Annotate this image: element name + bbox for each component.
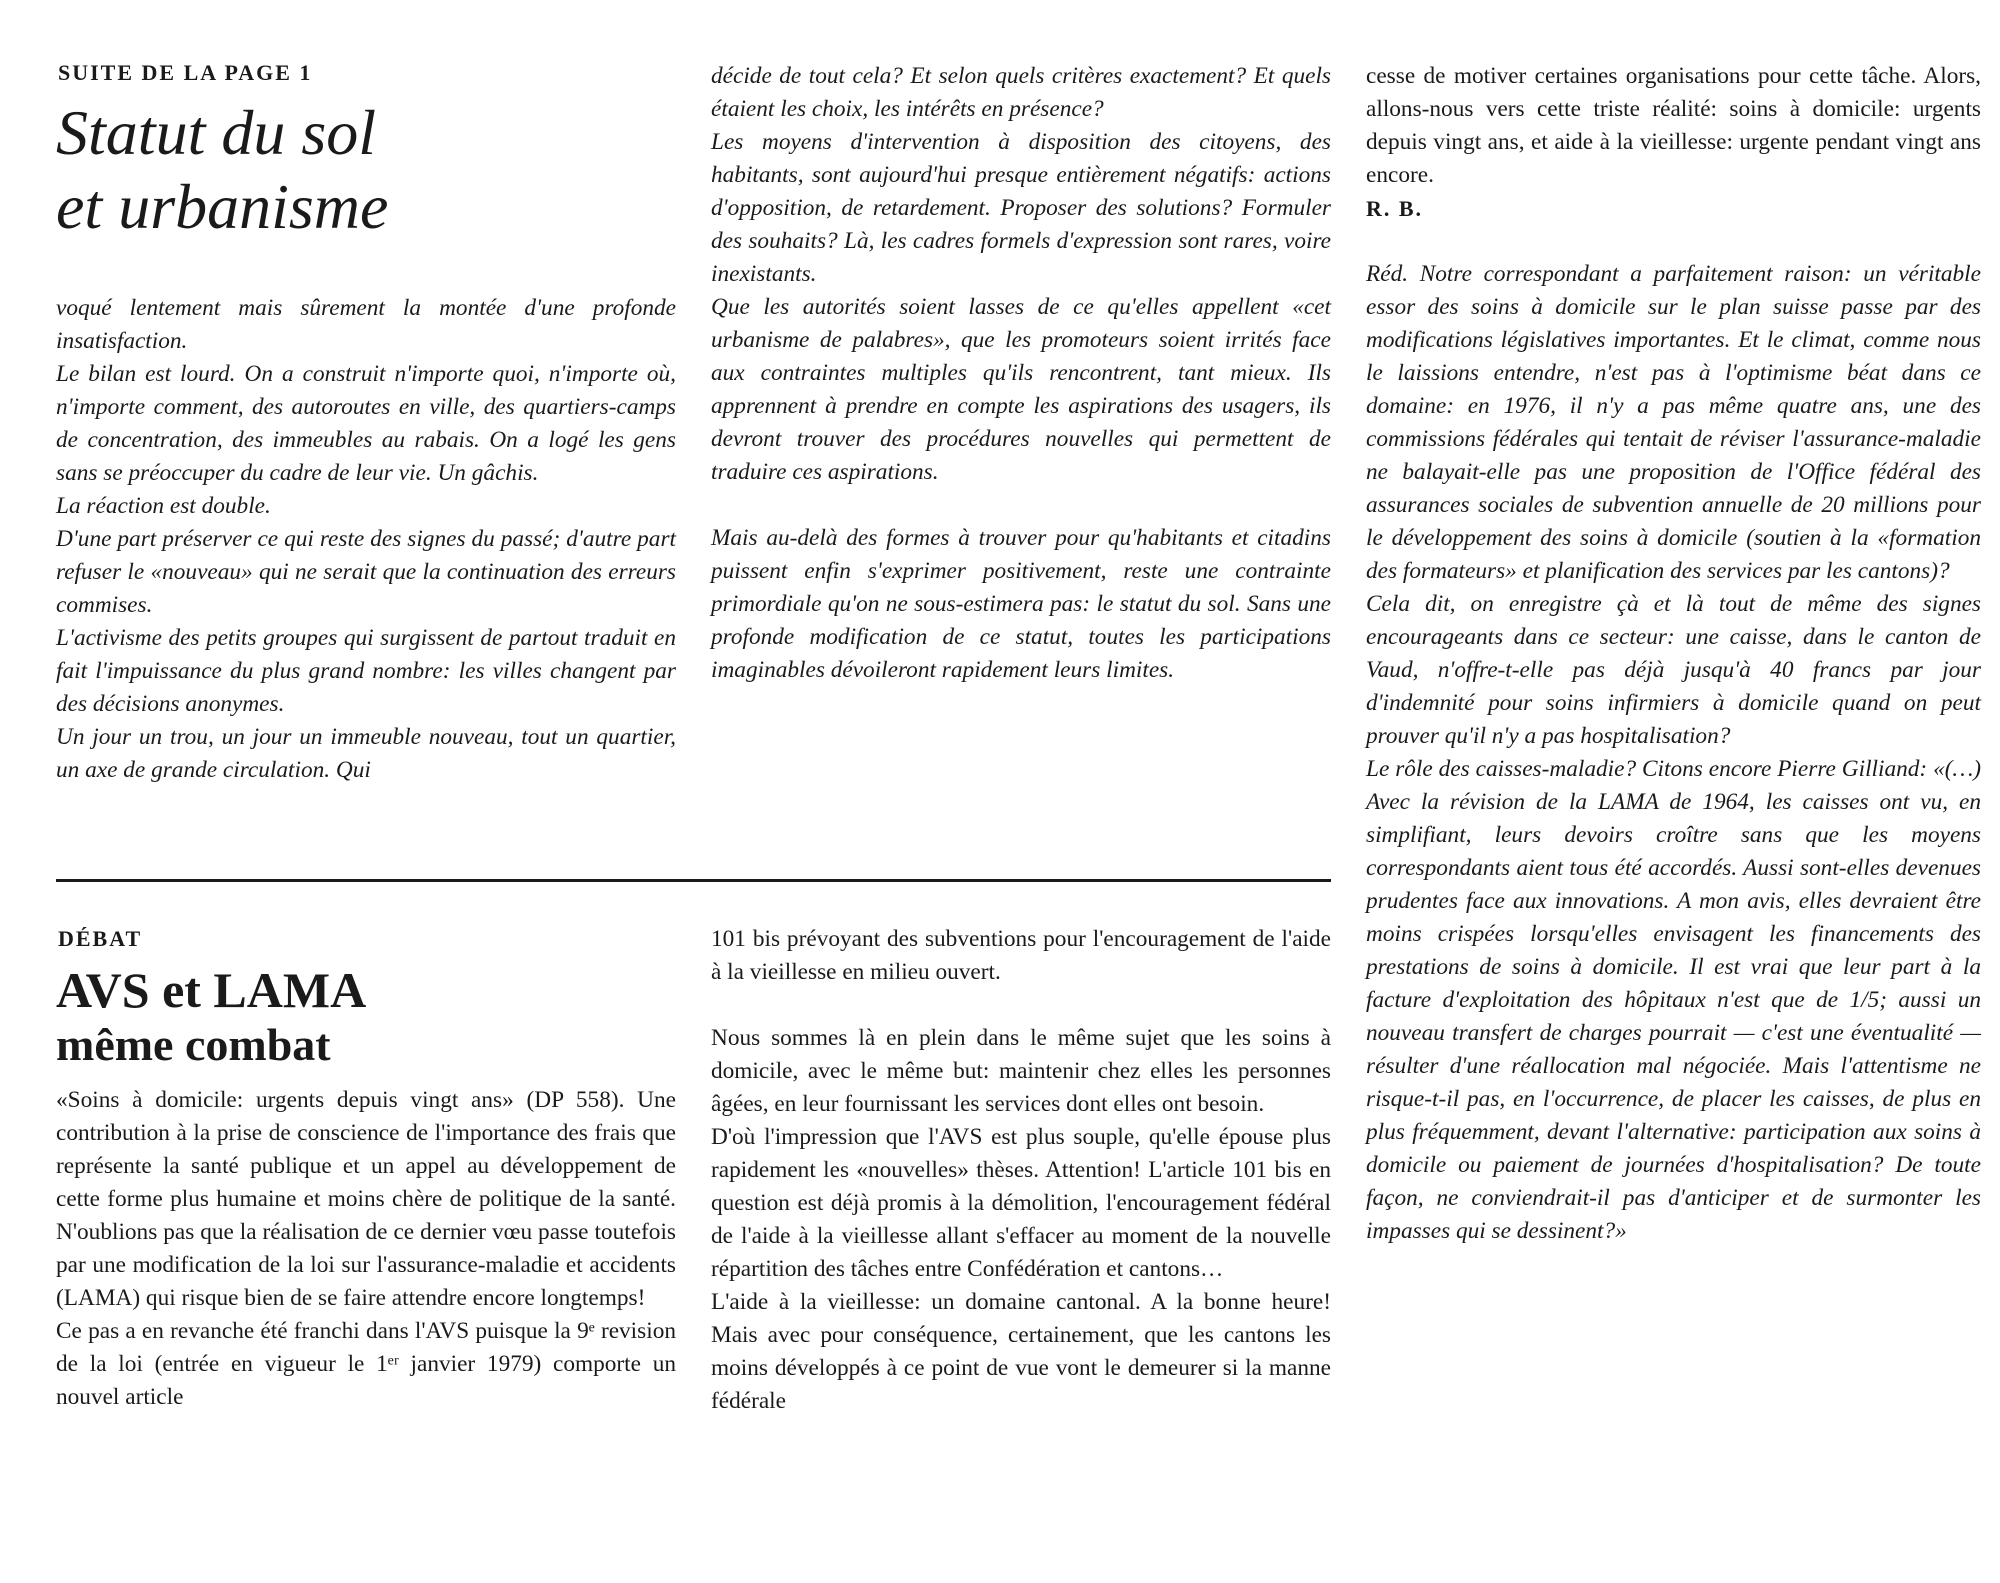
headline-statut-du-sol bbox=[56, 96, 616, 244]
section-kicker-suite: SUITE DE LA PAGE 1 bbox=[58, 60, 313, 85]
section-kicker-debat: DÉBAT bbox=[58, 926, 143, 951]
paragraph: Cela dit, on enregistre çà et là tout de même des signes encourageants dans ce secteur: une caisse, dans le canton de Vaud, n'offre-t-elle pas déjà jusqu'à 40 francs par jour d'indemnité pour soins infirmiers à domicile quand on peut prouver qu'il n'y a pas hospitalisation? bbox=[1366, 591, 1981, 749]
paragraph: Que les autorités soient lasses de ce qu'elles appellent «cet urbanisme de palabres», que les promoteurs soient irrités face aux contraintes multiples qu'ils rencontrent, tant mieux. Ils apprennent à prendre en compte les aspirations des usagers, ils devront trouver des procédures nouvelles qui permettent de traduire ces aspirations. bbox=[711, 294, 1331, 485]
paragraph: voqué lentement mais sûrement la montée d'une profonde insatisfaction. bbox=[56, 295, 676, 354]
paragraph: Mais au-delà des formes à trouver pour qu'habitants et citadins puissent enfin s'exprimer positivement, reste une contrainte primordiale qu'on ne sous-estimera pas: le statut du sol. Sans une profonde modification de ce statut, toutes les participations imaginables dévoileront rapidement leurs limites. bbox=[711, 525, 1331, 683]
author-signature: R. B. bbox=[1366, 196, 1424, 221]
article-bottom-column-2 bbox=[711, 923, 1331, 1418]
paragraph: L'aide à la vieillesse: un domaine cantonal. A la bonne heure! Mais avec pour conséquence, certainement, que les cantons les moins développés à ce point de vue vont le demeurer si la manne fédérale bbox=[711, 1289, 1331, 1414]
paragraph: 101 bis prévoyant des subventions pour l'encouragement de l'aide à la vieillesse en milieu ouvert. bbox=[711, 926, 1331, 985]
article-top-column-1 bbox=[56, 292, 676, 787]
headline-line-2: même combat bbox=[56, 1019, 331, 1070]
headline-line-1: Statut du sol bbox=[56, 97, 377, 168]
section-divider bbox=[56, 879, 1331, 882]
headline-avs-lama bbox=[56, 962, 616, 1072]
paragraph: D'une part préserver ce qui reste des signes du passé; d'autre part refuser le «nouveau» qui ne serait que la continuation des erreurs commises. bbox=[56, 526, 676, 618]
paragraph: Le rôle des caisses-maladie? Citons encore Pierre Gilliand: «(…) Avec la révision de la LAMA de 1964, les caisses ont vu, en simplifiant, leurs devoirs croître sans que les moyens correspondants aient tous été accordés. Aussi sont-elles devenues prudentes face aux innovations. A mon avis, elles devraient être moins crispées lorsqu'elles envisagent les financements des prestations de soins à domicile. Il est vrai que leur part à la facture d'exploitation des hôpitaux n'est que de 1/5; aussi un nouveau transfert de charges pourrait — c'est une éventualité — résulter d'une réallocation mal négociée. Mais l'attentisme ne risque-t-il pas, en l'occurrence, de placer les caisses, de plus en plus fréquemment, devant l'alternative: participation aux soins à domicile ou paiement de journées d'hospitalisation? De toute façon, ne conviendrait-il pas d'anticiper et de surmonter les impasses qui se dessinent?» bbox=[1366, 756, 1981, 1244]
paragraph: Réd. Notre correspondant a parfaitement raison: un véritable essor des soins à domicile sur le plan suisse passe par des modifications législatives importantes. Et le climat, comme nous le laissions entendre, n'est pas à l'optimisme béat dans ce domaine: en 1976, il n'y a pas même quatre ans, une des commissions fédérales qui tentait de réviser l'assurance-maladie ne balayait-elle pas une proposition de l'Office fédéral des assurances sociales de subvention annuelle de 20 millions pour le développement des soins à domicile (soutien à la «formation des formateurs» et planification des services par les cantons)? bbox=[1366, 261, 1981, 584]
article-top-column-2 bbox=[711, 60, 1331, 687]
paragraph: Les moyens d'intervention à disposition des citoyens, des habitants, sont aujourd'hui presque entièrement négatifs: actions d'opposition, de retardement. Proposer des solutions? Formuler des souhaits? Là, les cadres formels d'expression sont rares, voire inexistants. bbox=[711, 129, 1331, 287]
article-bottom-column-1 bbox=[56, 1084, 676, 1414]
editor-note bbox=[1366, 258, 1981, 1248]
paragraph: Un jour un trou, un jour un immeuble nouveau, tout un quartier, un axe de grande circulation. Qui bbox=[56, 724, 676, 783]
paragraph: «Soins à domicile: urgents depuis vingt ans» (DP 558). Une contribution à la prise de conscience de l'importance des frais que représente la santé publique et un appel au développement de cette forme plus humaine et moins chère de politique de la santé. N'oublions pas que la réalisation de ce dernier vœu passe toutefois par une modification de la loi sur l'assurance-maladie et accidents (LAMA) qui risque bien de se faire attendre encore longtemps! bbox=[56, 1087, 676, 1311]
paragraph: Le bilan est lourd. On a construit n'importe quoi, n'importe où, n'importe comment, des autoroutes en ville, des quartiers-camps de concentration, des immeubles au rabais. On a logé les gens sans se préoccuper du cadre de leur vie. Un gâchis. bbox=[56, 361, 676, 486]
headline-line-2: et urbanisme bbox=[56, 171, 389, 242]
paragraph: décide de tout cela? Et selon quels critères exactement? Et quels étaient les choix, les intérêts en présence? bbox=[711, 63, 1331, 122]
paragraph: Ce pas a en revanche été franchi dans l'AVS puisque la 9ᵉ revision de la loi (entrée en vigueur le 1ᵉʳ janvier 1979) comporte un nouvel article bbox=[56, 1318, 676, 1410]
paragraph: Nous sommes là en plein dans le même sujet que les soins à domicile, avec le même but: maintenir chez elles les personnes âgées, en leur fournissant les services dont elles ont besoin. bbox=[711, 1025, 1331, 1117]
headline-line-1: AVS et LAMA bbox=[56, 962, 367, 1018]
paragraph: D'où l'impression que l'AVS est plus souple, qu'elle épouse plus rapidement les «nouvelles» thèses. Attention! L'article 101 bis en question est déjà promis à la démolition, l'encouragement fédéral de l'aide à la vieillesse allant s'effacer au moment de la nouvelle répartition des tâches entre Confédération et cantons… bbox=[711, 1124, 1331, 1282]
paragraph: L'activisme des petits groupes qui surgissent de partout traduit en fait l'impuissance du plus grand nombre: les villes changent par des décisions anonymes. bbox=[56, 625, 676, 717]
paragraph: La réaction est double. bbox=[56, 493, 271, 519]
article-bottom-column-3 bbox=[1366, 60, 1981, 1248]
paragraph: cesse de motiver certaines organisations pour cette tâche. Alors, allons-nous vers cette triste réalité: soins à domicile: urgents depuis vingt ans, et aide à la vieillesse: urgente pendant vingt ans encore. bbox=[1366, 63, 1981, 188]
